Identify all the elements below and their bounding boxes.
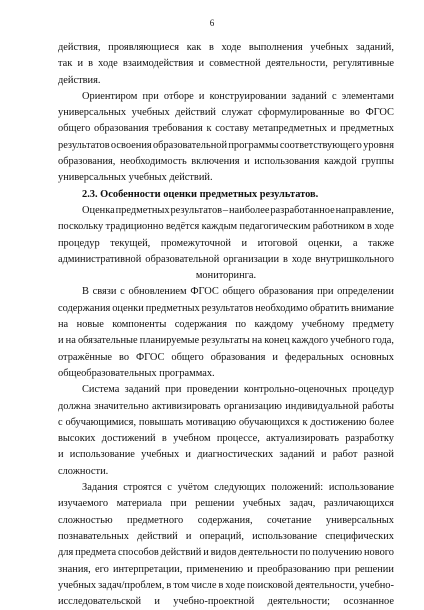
page-number: 6 xyxy=(209,18,215,28)
text-line: результатов освоения образовательной программы соответствующего уровня xyxy=(58,139,394,151)
text-line: мониторинга. xyxy=(195,270,257,282)
text-line: Система заданий при проведении контрольно-оценочных процедур xyxy=(82,384,394,396)
text-line: Задания строятся с учётом следующих положений: использование xyxy=(82,482,394,494)
text-line: сложности. xyxy=(58,465,109,477)
text-line: изучаемого материала при решении учебных задач, различающихся xyxy=(58,498,394,510)
text-line: Ориентиром при отборе и конструировании заданий с элементами xyxy=(82,90,394,102)
section-heading: 2.3. Особенности оценки предметных результатов. xyxy=(82,188,319,200)
text-line: отражённые во ФГОС общего образования и федеральных основных xyxy=(58,351,394,363)
text-line: универсальных учебных действий. xyxy=(58,172,213,184)
text-line: действия, проявляющиеся как в ходе выполнения учебных заданий, xyxy=(58,42,394,53)
text-line: процедур текущей, промежуточной и итоговой оценки, а также xyxy=(58,237,394,249)
text-line: так и в ходе взаимодействия и совместной деятельности, регулятивные xyxy=(58,58,394,70)
text-line: исследовательской и учебно-проектной деятельности; осознанное xyxy=(58,596,394,608)
text-line: учебных задач/проблем, в том числе в ходе поисковой деятельности, учебно- xyxy=(58,579,394,591)
text-line: образования, необходимость включения и использования каждой группы xyxy=(58,156,394,168)
text-line: для предмета способов действий и видов деятельности по получению нового xyxy=(58,547,394,559)
text-line: поскольку традиционно ведётся каждым педагогическим работником в ходе xyxy=(58,221,394,233)
text-line: Оценка предметных результатов – наиболее разработанное направление, xyxy=(82,204,394,216)
text-line: на новые компоненты содержания по каждому учебному предмету xyxy=(58,319,394,331)
text-line: высоких достижений в учебном процессе, актуализировать разработку xyxy=(58,433,394,445)
text-line: с обучающимися, повышать мотивацию обучающихся к достижению более xyxy=(58,416,394,428)
text-line: сложностью предметного содержания, сочетание универсальных xyxy=(58,514,394,526)
text-line: должна значительно активизировать организацию индивидуальной работы xyxy=(58,400,394,412)
text-line: знания, его интерпретации, применению и преобразованию при решении xyxy=(58,563,394,575)
text-line: универсальных учебных действий служат сформулированные во ФГОС xyxy=(58,107,394,119)
text-line: и на обязательные планируемые результаты на конец каждого учебного года, xyxy=(58,335,394,347)
text-line: общего образования требования к составу метапредметных и предметных xyxy=(58,123,394,135)
document-body xyxy=(58,40,394,610)
text-line: познавательных действий и операций, использование специфических xyxy=(58,530,394,542)
text-line: содержания оценки предметных результатов необходимо обратить внимание xyxy=(58,302,394,314)
text-line: действия. xyxy=(58,74,101,86)
text-line: общеобразовательных программах. xyxy=(58,367,215,379)
text-line: административной образовательной организации в ходе внутришкольного xyxy=(58,253,394,265)
text-line: и использование учебных и диагностических заданий и работ разной xyxy=(58,449,394,461)
text-line: В связи с обновлением ФГОС общего образования при определении xyxy=(82,286,394,298)
